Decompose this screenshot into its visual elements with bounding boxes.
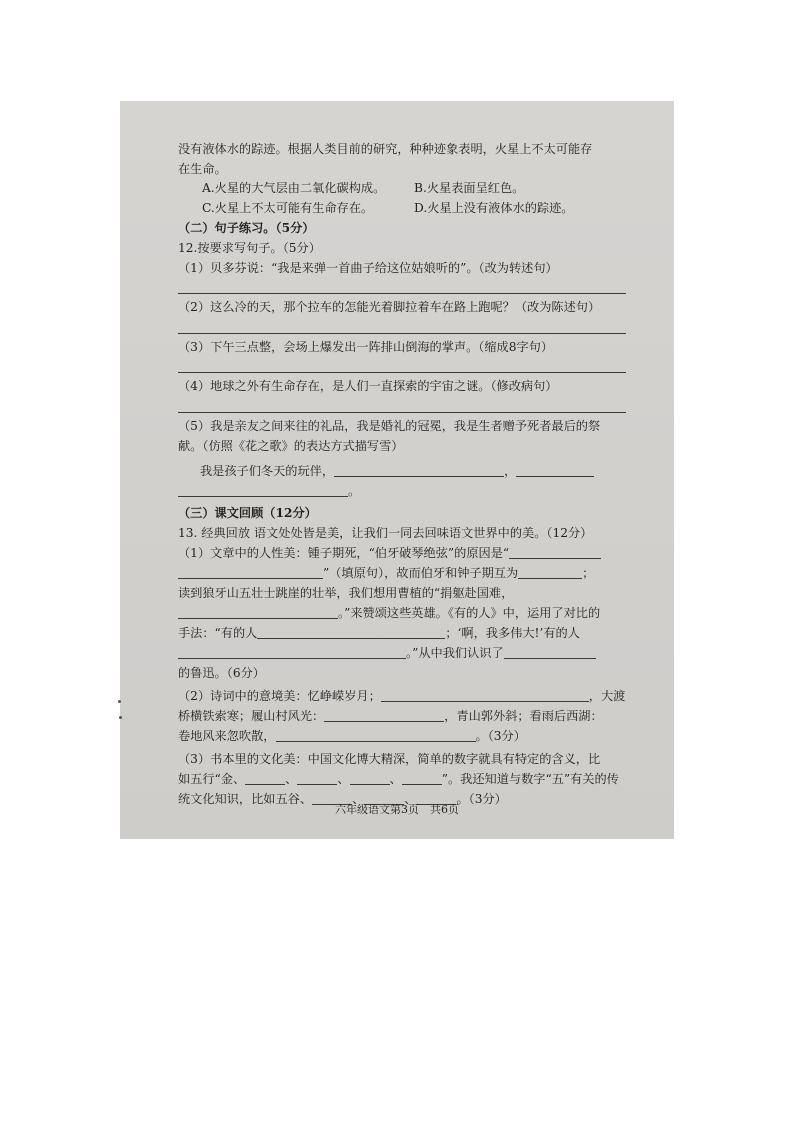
part-1-line-2: ”（填原句），故而伯牙和钟子期互为 ； — [178, 565, 594, 581]
sentence-3: （3）下午三点整，会场上爆发出一阵排山倒海的掌声。（缩成8字句） — [178, 340, 554, 354]
blank-1d[interactable] — [178, 606, 338, 619]
blank-5b[interactable] — [516, 464, 594, 477]
blank-1b[interactable] — [178, 566, 323, 579]
question-12: 12.按要求写句子。（5分） — [178, 241, 321, 255]
part-1-line-5: 手法：“有的人 ；‘啊，我多伟大!’有的人 — [178, 626, 580, 640]
sentence-5-line-3: 我是孩子们冬天的玩伴， ， — [200, 463, 594, 479]
part-1-line-6: 。”从中我们认识了 — [178, 645, 596, 661]
part-1-line-1: （1）文章中的人性美：锺子期死，“伯牙破琴绝弦”的原因是“ — [178, 545, 601, 561]
answer-line-2[interactable] — [178, 333, 626, 334]
answer-line-4[interactable] — [178, 412, 626, 413]
sentence-5-prompt: 我是孩子们冬天的玩伴， — [200, 464, 335, 478]
part-1-line-4: 。”来赞颂这些英雄。《有的人》中，运用了对比的 — [178, 605, 600, 621]
intro-line-2: 在生命。 — [178, 162, 227, 176]
section-2-heading: （二）句子练习。（5分） — [178, 221, 315, 235]
margin-mark — [119, 716, 122, 719]
part-2-line-1: （2）诗词中的意境美：忆峥嵘岁月； ，大渡 — [178, 689, 626, 703]
section-3-heading: （三）课文回顾（12分） — [178, 506, 317, 520]
blank-2a[interactable] — [381, 689, 589, 702]
part-2-line-3: 卷地风来忽吹散， 。（3分） — [178, 729, 526, 743]
option-b: B.火星表面呈红色。 — [414, 181, 525, 195]
part-3-line-1: （3）书本里的文化美：中国文化博大精深，简单的数字就具有特定的含义，比 — [178, 752, 601, 766]
part-3-line-3: 统文化知识，比如五谷、 、 、 。（3分） — [178, 792, 507, 806]
blank-1e[interactable] — [257, 626, 445, 639]
sentence-5-line-1: （5）我是亲友之间来往的礼品，我是婚礼的冠冕，我是生者赠予死者最后的祭 — [178, 419, 601, 433]
intro-line-1: 没有液体水的踪迹。根据人类目前的研究，种种迹象表明，火星上不太可能存 — [178, 142, 593, 156]
part-1-line-3: 读到狼牙山五壮士跳崖的壮举，我们想用曹植的“捐躯赴国难， — [178, 586, 514, 600]
option-c: C.火星上不太可能有生命存在。 — [202, 201, 374, 215]
blank-3c[interactable] — [350, 772, 390, 785]
sentence-1: （1）贝多芬说：“我是来弹一首曲子给这位姑娘听的”。（改为转述句） — [178, 261, 558, 275]
blank-2b[interactable] — [324, 709, 444, 722]
option-d: D.火星上没有液体水的踪迹。 — [414, 201, 574, 215]
part-2-line-2: 桥横铁索寒；履山村风光： ，青山郭外斜；看雨后西湖： — [178, 709, 603, 723]
blank-1c[interactable] — [518, 566, 582, 579]
blank-3d[interactable] — [402, 772, 442, 785]
answer-line-1[interactable] — [178, 293, 626, 294]
sentence-2: （2）这么冷的天，那个拉车的怎能光着脚拉着车在路上跑呢？（改为陈述句） — [178, 300, 601, 314]
page-footer: 六年级语文第3页 共6页 — [335, 803, 459, 816]
blank-3a[interactable] — [245, 772, 285, 785]
exam-page-photo — [120, 101, 674, 839]
margin-mark — [118, 700, 121, 703]
part-1-line-7: 的鲁迅。（6分） — [178, 666, 265, 680]
option-a: A.火星的大气层由二氧化碳构成。 — [202, 181, 386, 195]
sentence-4: （4）地球之外有生命存在，是人们一直探索的宇宙之谜。（修改病句） — [178, 379, 558, 393]
blank-5c[interactable] — [178, 484, 348, 497]
sentence-5-line-2: 献。（仿照《花之歌》的表达方式描写雪） — [178, 439, 404, 453]
question-13: 13. 经典回放 语文处处皆是美，让我们一同去回味语文世界中的美。（12分） — [178, 526, 593, 540]
blank-5a[interactable] — [334, 464, 504, 477]
sentence-5-line-4: 。 — [178, 483, 360, 499]
blank-2c[interactable] — [276, 729, 476, 742]
answer-line-3[interactable] — [178, 372, 626, 373]
blank-1g[interactable] — [504, 646, 596, 659]
blank-1a[interactable] — [509, 546, 601, 559]
blank-3b[interactable] — [297, 772, 337, 785]
blank-1f[interactable] — [178, 646, 406, 659]
part-3-line-2: 如五行“金、 、 、 、 ”。我还知道与数字“五”有关的传 — [178, 772, 619, 786]
